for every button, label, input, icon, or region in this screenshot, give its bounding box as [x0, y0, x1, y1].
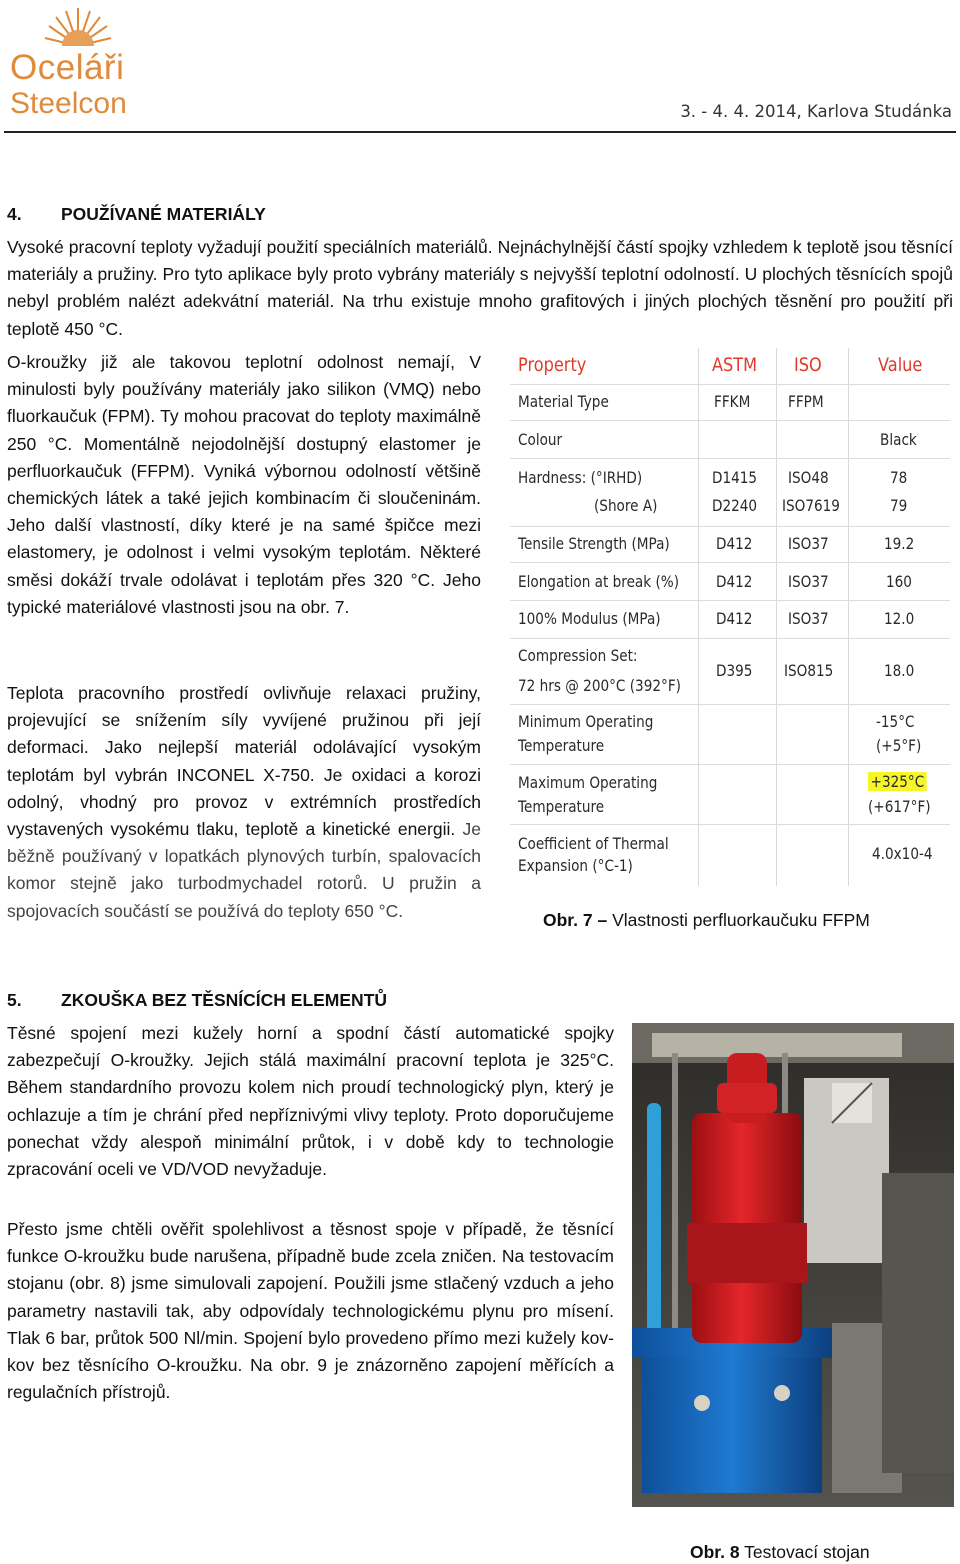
table-header-astm: ASTM [712, 354, 758, 376]
section5-title: ZKOUŠKA BEZ TĚSNÍCÍCH ELEMENTŮ [61, 990, 388, 1010]
table-row-line [510, 600, 950, 601]
table-cell: D395 [716, 661, 753, 680]
test-stand-photo [632, 1023, 954, 1507]
table-cell: Temperature [518, 736, 605, 755]
figure7-label: Obr. 7 [543, 910, 593, 930]
table-cell: 18.0 [884, 661, 915, 680]
table-row-line [510, 526, 950, 527]
section5-heading [7, 990, 387, 1011]
table-cell: Minimum Operating [518, 712, 654, 731]
table-row-line [510, 638, 950, 639]
table-divider [698, 348, 699, 886]
table-cell: 78 [890, 468, 908, 487]
table-cell: Material Type [518, 392, 609, 411]
section5-paragraph2: Přesto jsme chtěli ověřit spolehlivost a těsnost spoje v případě, že těsnící funkce O-kroužku bude narušena, případně bude zcela zničen. Na testovacím stojanu (obr. 8) jsme simulovali zapojení. Použili jsme stlačený vzduch a jeho parametry nastavili tak, aby odpovídaly technologickému plynu pro mísení. Tlak 6 bar, průtok 500 Nl/min. Spojení bylo provedeno přímo mezi kužely kov-kov bez těsnícího O-kroužku. Na obr. 9 je znázorněno zapojení měřících a regulačních přístrojů. [7, 1219, 614, 1403]
section5-paragraph1: Těsné spojení mezi kužely horní a spodní částí automatické spojky zabezpečují O-kroužky. Jejich stálá maximální pracovní teplota je 325°C. Během standardního provozu kolem nich proudí technologický plyn, který je ochlazuje a tím je chrání před nepříznivými vlivy teploty. Proto doporučujeme ponechat vždy alespoň minimální průtok, i v době kdy to technologie zpracování oceli ve VD/VOD nevyžaduje. [7, 1023, 614, 1180]
section4-number: 4. [7, 204, 22, 224]
table-row-line [510, 562, 950, 563]
figure8-label: Obr. 8 [690, 1542, 740, 1562]
logo-line2: Steelcon [10, 87, 127, 120]
section4-heading [7, 204, 266, 225]
table-cell: 79 [890, 496, 908, 515]
table-cell: -15°C [876, 712, 915, 731]
logo-line1: Oceláři [10, 48, 125, 87]
figure8-caption [690, 1542, 870, 1563]
table-cell: ISO815 [784, 661, 834, 680]
table-cell: FFPM [788, 392, 824, 411]
section4-paragraph1: Vysoké pracovní teploty vyžadují použití speciálních materiálů. Nejnáchylnější částí spojky vzhledem k teplotě jsou těsnící materiály a pružiny. Pro tyto aplikace byly proto vybrány materiály s nejvyšší teplotní odolností. U plochých těsnících spojů nebyl problém nalézt adekvátní materiál. Na trhu existuje mnoho grafitových i jiných plochých těsnění pro použití při teplotě 450 °C. [7, 237, 953, 339]
section5-number: 5. [7, 990, 22, 1010]
table-cell: ISO37 [788, 609, 829, 628]
figure7-text: Vlastnosti perfluorkaučuku FFPM [612, 910, 870, 930]
table-cell: (+5°F) [876, 736, 922, 755]
table-divider [848, 348, 849, 886]
table-cell: (+617°F) [868, 797, 931, 816]
steelcon-logo [4, 2, 144, 120]
table-cell: FFKM [714, 392, 751, 411]
table-cell: Coefficient of Thermal [518, 834, 669, 853]
table-cell: Maximum Operating [518, 773, 658, 792]
highlighted-value: +325°C [868, 772, 927, 791]
table-cell: Colour [518, 430, 563, 449]
test-stand-illustration [632, 1023, 954, 1507]
figure8-text: Testovací stojan [739, 1542, 870, 1562]
table-cell: 72 hrs @ 200°C (392°F) [518, 676, 681, 695]
table-cell: Tensile Strength (MPa) [518, 534, 670, 553]
table-row-line [510, 764, 950, 765]
section4-paragraph3 [7, 680, 481, 925]
table-cell: Elongation at break (%) [518, 572, 680, 591]
table-cell: D1415 [712, 468, 758, 487]
figure7-caption [543, 910, 870, 931]
table-cell: D412 [716, 572, 753, 591]
table-header-value: Value [878, 354, 923, 376]
header-divider [4, 131, 956, 133]
table-cell: ISO7619 [782, 496, 840, 515]
table-divider [776, 348, 777, 886]
table-cell: D412 [716, 609, 753, 628]
section4-paragraph3b: Je běžně používaný v lopatkách plynových turbín, spalovacích komor stejně jako turbodmychadel rotorů. U pružin a spojovacích součástí se používá do teploty 650 °C. [7, 819, 481, 921]
table-row-line [510, 420, 950, 421]
section4-title: POUŽÍVANÉ MATERIÁLY [61, 204, 266, 224]
table-cell: Compression Set: [518, 646, 638, 665]
table-header-property: Property [518, 354, 587, 376]
table-row-line [510, 824, 950, 825]
table-cell: Temperature [518, 797, 605, 816]
table-cell: 160 [886, 572, 912, 591]
table-cell: 19.2 [884, 534, 915, 553]
section4-paragraph3a: Teplota pracovního prostředí ovlivňuje relaxaci pružiny, projevující se snížením síly vyvíjené pružinou při její deformaci. Jako nejlepší materiál odolávající vysokým teplotám byl vybrán INCONEL X-750. Je oxidaci a korozi odolný, vhodný pro provoz v extrémních prostředích vystavených vysokému tlaku, teplotě a kinetické energii. [7, 683, 481, 840]
table-cell: ISO37 [788, 572, 829, 591]
ffpm-properties-table [506, 348, 954, 888]
table-cell: Expansion (°C-1) [518, 856, 633, 875]
table-cell: ISO37 [788, 534, 829, 553]
table-cell: ISO48 [788, 468, 829, 487]
figure7-dash: – [592, 910, 613, 930]
table-row-line [510, 458, 950, 459]
table-cell: 100% Modulus (MPa) [518, 609, 661, 628]
table-cell: Hardness: (°IRHD) [518, 468, 643, 487]
table-cell: Black [880, 430, 917, 449]
table-cell: 12.0 [884, 609, 915, 628]
table-row-line [510, 384, 950, 385]
table-header-iso: ISO [794, 354, 822, 376]
table-row-line [510, 704, 950, 705]
table-cell: (Shore A) [594, 496, 658, 515]
section4-paragraph2: O-kroužky již ale takovou teplotní odolnost nemají, V minulosti byly používány materiály jako silikon (VMQ) nebo fluorkaučuk (FPM). Ty mohou pracovat do teploty maximálně 250 °C. Momentálně nejodolnější dostupný elastomer je perfluorkaučuk (FFPM). Vyniká výbornou odolností většině chemických látek a také jejich kombinacím či sloučeninám. Jeho další vlastností, díky které je na samé špičce mezi elastomery, je odolnost i velmi vysokým teplotám. Některé směsi dokáží trvale odolávat i teplotám přes 320 °C. Jeho typické materiálové vlastnosti jsou na obr. 7. [7, 352, 481, 617]
table-cell: D412 [716, 534, 753, 553]
table-cell: 4.0x10-4 [872, 844, 933, 863]
table-cell-highlight [868, 772, 927, 791]
header-date-place: 3. - 4. 4. 2014, Karlova Studánka [680, 102, 952, 121]
table-cell: D2240 [712, 496, 758, 515]
